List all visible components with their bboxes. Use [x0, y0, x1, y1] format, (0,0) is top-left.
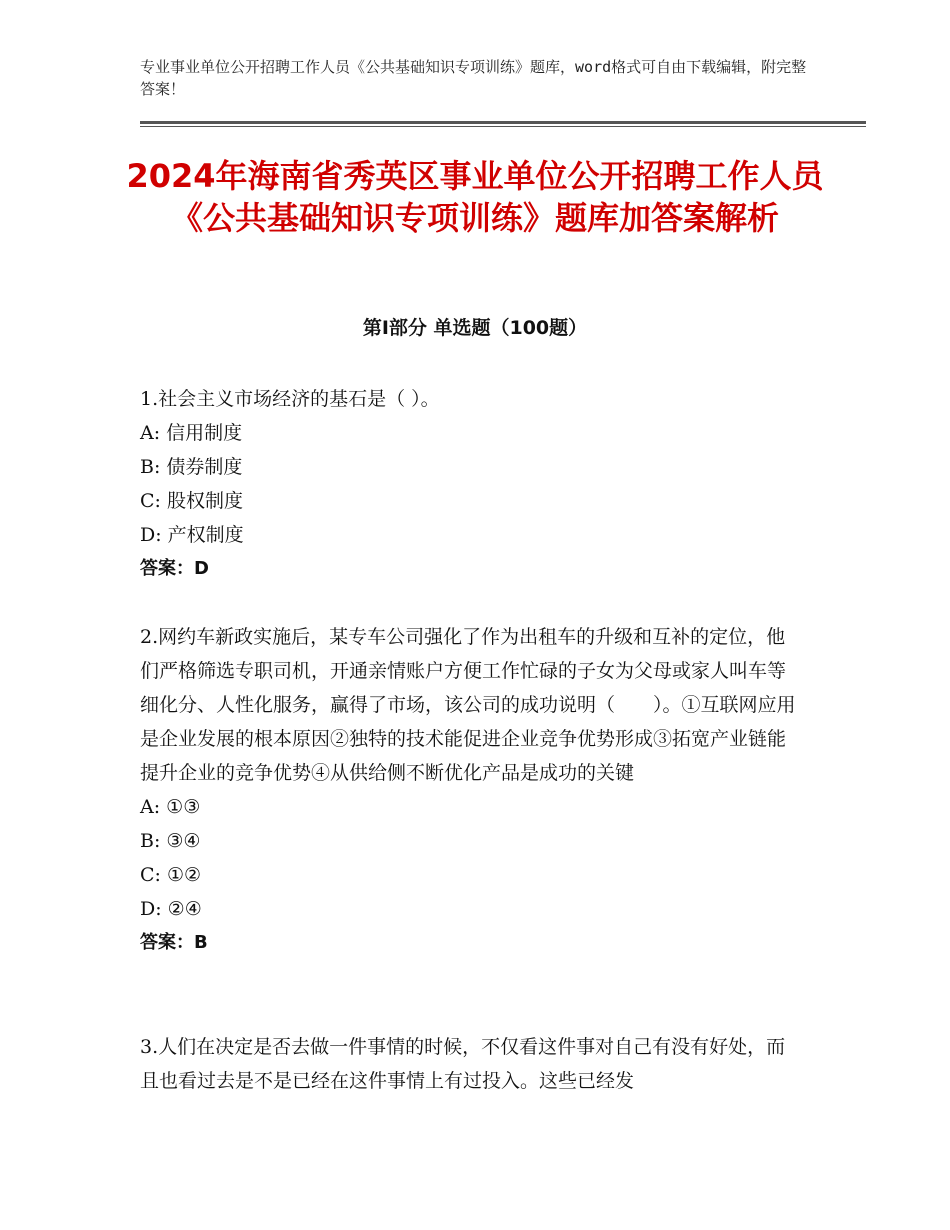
header-note: 专业事业单位公开招聘工作人员《公共基础知识专项训练》题库，word格式可自由下载编辑，附完整答案！ [140, 58, 807, 98]
question-text: 2.网约车新政实施后，某专车公司强化了作为出租车的升级和互补的定位，他们严格筛选专职司机，开通亲情账户方便工作忙碌的子女为父母或家人叫车等细化分、人性化服务，赢得了市场，该公司的成功说明（ ）。①互联网应用是企业发展的根本原因②独特的技术能促进企业竞争优势形成③拓宽产业链能提升企业的竞争优势④从供给侧不断优化产品是成功的关键 [140, 626, 796, 784]
document-title: 2024年海南省秀英区事业单位公开招聘工作人员《公共基础知识专项训练》题库加答案解析 [126, 157, 824, 237]
answer: 答案：D [140, 558, 209, 579]
question-1 [140, 382, 800, 586]
option-a: A: ①③ [140, 796, 201, 818]
header-divider-thin [140, 126, 866, 127]
question-text: 3.人们在决定是否去做一件事情的时候，不仅看这件事对自己有没有好处，而且也看过去是不是已经在这件事情上有过投入。这些已经发 [140, 1036, 786, 1092]
header-divider-thick [140, 121, 866, 124]
question-3 [140, 1030, 800, 1098]
option-c: C: ①② [140, 864, 202, 886]
answer: 答案：B [140, 932, 208, 953]
section-title: 第Ⅰ部分 单选题（100题） [362, 317, 588, 339]
option-b: B: 债券制度 [140, 456, 243, 478]
option-b: B: ③④ [140, 830, 201, 852]
option-c: C: 股权制度 [140, 490, 243, 512]
option-d: D: ②④ [140, 898, 202, 920]
option-d: D: 产权制度 [140, 524, 244, 546]
option-a: A: 信用制度 [140, 422, 243, 444]
question-2 [140, 620, 800, 960]
question-text: 1.社会主义市场经济的基石是（ ）。 [140, 388, 440, 410]
